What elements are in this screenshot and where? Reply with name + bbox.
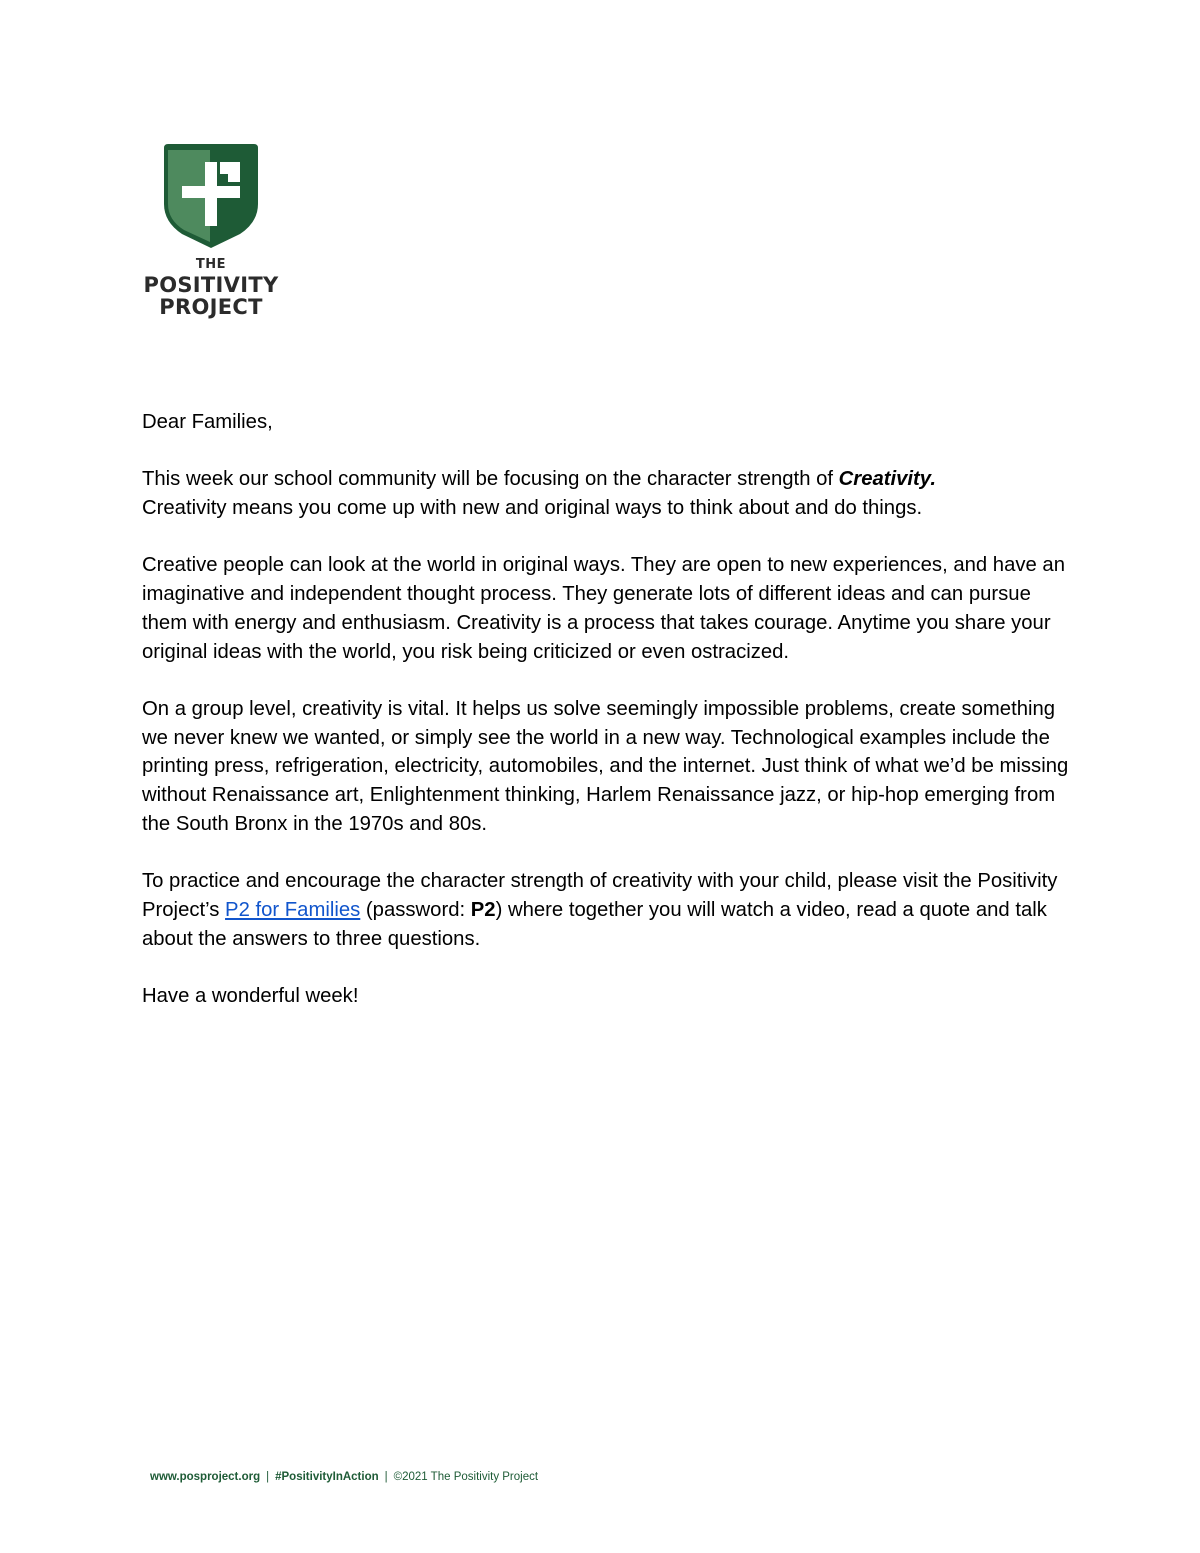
intro-text: This week our school community will be focusing on the character strength of [142, 468, 839, 491]
practice-text: To practice and encourage the character strength of creativity with your child, please visit the Positivity Project’s [142, 870, 1058, 921]
password-label: (password: [360, 898, 471, 921]
logo-the: THE [195, 257, 227, 272]
strength-name: Creativity. [838, 468, 936, 491]
logo-project: PROJECT [159, 295, 263, 319]
positivity-project-logo [140, 142, 282, 324]
footer-hashtag: #PositivityInAction [275, 1471, 379, 1483]
password-value: P2 [470, 898, 496, 921]
strength-definition: Creativity means you come up with new and original ways to think about and do things. [142, 497, 923, 520]
footer-website: www.posproject.org [150, 1471, 261, 1483]
footer-separator: | [266, 1471, 270, 1483]
paragraph-group-level: On a group level, creativity is vital. It helps us solve seemingly impossible problems, create something we never knew we wanted, or simply see the world in a new way. Technological examples include the printing press, refrigeration, electricity, automobiles, and the internet. Just think of what we’d be missing without Renaissance art, Enlightenment thinking, Harlem Renaissance jazz, or hip-hop emerging from the South Bronx in the 1970s and 80s. [142, 697, 1069, 835]
greeting: Dear Families, [142, 411, 273, 433]
shield-plus-icon [160, 142, 262, 250]
paragraph-intro [142, 465, 1072, 522]
footer-copyright: ©2021 The Positivity Project [393, 1471, 539, 1483]
paragraph-creative-people: Creative people can look at the world in original ways. They are open to new experiences, and have an imaginative and independent thought process. They generate lots of different ideas and can pursue them with energy and enthusiasm. Creativity is a process that takes courage. Anytime you share your original ideas with the world, you risk being criticized or even ostracized. [142, 554, 1065, 663]
practice-text-end: ) where together you will watch a video, read a quote and talk about the answers to three questions. [142, 898, 1047, 950]
closing: Have a wonderful week! [142, 984, 359, 1007]
footer-separator: | [384, 1471, 388, 1483]
footer [150, 1471, 538, 1483]
letter-body [142, 408, 1072, 1039]
p2-for-families-link[interactable]: P2 for Families [225, 898, 361, 921]
logo-positivity: POSITIVITY [143, 273, 279, 297]
paragraph-practice [142, 867, 1072, 953]
